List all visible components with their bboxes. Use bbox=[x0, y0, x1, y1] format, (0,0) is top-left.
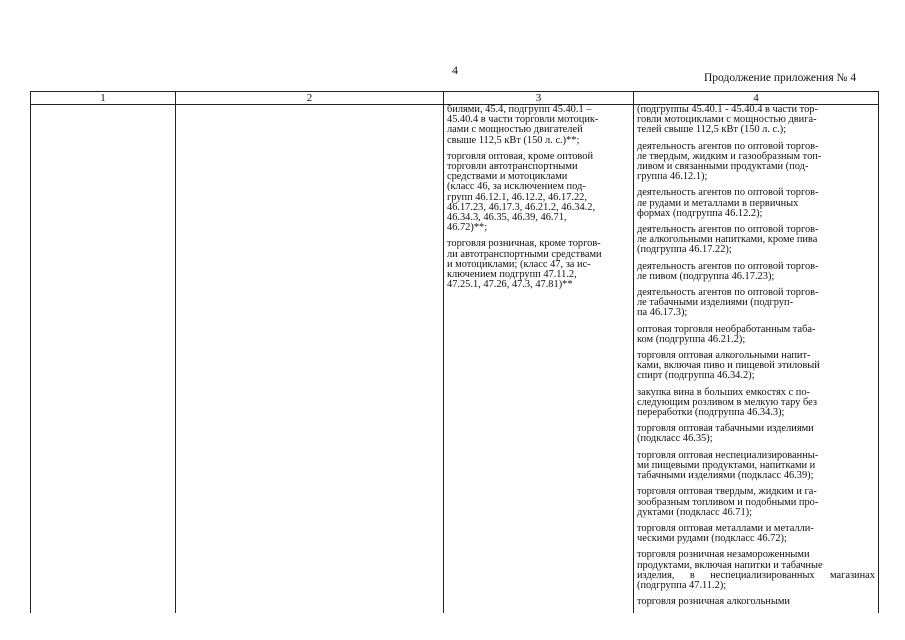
col4-entry: деятельность агентов по оптовой торгов- ле пивом (подгруппа 46.17.23); bbox=[637, 260, 819, 282]
col4-entry: оптовая торговля необработанным таба- ком (подгруппа 46.21.2); bbox=[637, 323, 816, 345]
col4-entry: торговля розничная незамороженными продуктами, включая напитки и табачные изделия, в неспециализированных магазинах (подгруппа 47.11.2); bbox=[637, 549, 875, 591]
cell-col-4 bbox=[634, 105, 879, 614]
col4-entry: торговля оптовая твердым, жидким и га- зообразным топливом и подобными про- дуктами (подкласс 46.71); bbox=[637, 486, 819, 518]
col3-entry: торговля розничная, кроме торгов- ли автотранспортными средствами и мотоциклами; (класс 47, за ис- ключением подгрупп 47.11.2, 47.25.1, 47.26, 47.3, 47.81)** bbox=[447, 238, 602, 291]
col4-entry: закупка вина в больших емкостях с по- следующим розливом в мелкую тару без переработки (подгруппа 46.34.3); bbox=[637, 386, 817, 419]
page-number: 4 bbox=[452, 63, 458, 77]
header-col-1: 1 bbox=[31, 92, 176, 105]
col4-entry: деятельность агентов по оптовой торгов- ле твердым, жидким и газообразным топ- ливом и связанными продуктами (под- группа 46.12.1); bbox=[637, 140, 822, 183]
col3-entry: билями, 45.4, подгрупп 45.40.1 – 45.40.4 в части торговли мотоцик- лами с мощностью двигателей свыше 112,5 кВт (150 л. с.)**; bbox=[447, 104, 599, 146]
col4-entry: деятельность агентов по оптовой торгов- ле табачными изделиями (подгруп- па 46.17.3); bbox=[637, 287, 819, 319]
col4-entry: торговля оптовая табачными изделиями (подкласс 46.35); bbox=[637, 423, 814, 445]
header-col-4: 4 bbox=[634, 92, 879, 105]
document-table bbox=[30, 91, 879, 613]
header-col-3: 3 bbox=[444, 92, 634, 105]
col4-entry: торговля оптовая алкогольными напит- ками, включая пиво и пищевой этиловый спирт (подгруппа 46.34.2); bbox=[637, 350, 820, 382]
col3-entry: торговля оптовая, кроме оптовой торговли автотранспортными средствами и мотоциклами (класс 46, за исключением под- групп 46.12.1, 46.12.2, 46.17.22, 46.17.23, 46.17.3, 46.21.2, 46.34.2, 46.34.3, 46.35, 46.39, 46.71, 46.72)**; bbox=[447, 150, 596, 234]
col4-entry: торговля оптовая металлами и металли- ческими рудами (подкласс 46.72); bbox=[637, 522, 814, 545]
continuation-label: Продолжение приложения № 4 bbox=[704, 72, 857, 84]
header-col-2: 2 bbox=[176, 92, 444, 105]
cell-col-2 bbox=[176, 105, 444, 614]
cell-col-1 bbox=[31, 105, 176, 614]
col4-entry: торговля оптовая неспециализированны- ми пищевыми продуктами, напитками и табачными изделиями (подкласс 46.39); bbox=[637, 449, 819, 482]
header-row bbox=[31, 92, 879, 105]
cell-col-3 bbox=[444, 105, 634, 614]
col4-entry: деятельность агентов по оптовой торгов- ле алкогольными напитками, кроме пива (подгруппа 46.17.22); bbox=[637, 224, 819, 256]
col4-entry: (подгруппы 45.40.1 - 45.40.4 в части тор- говли мотоциклами с мощностью двига- телей свыше 112,5 кВт (150 л. с.); bbox=[637, 104, 818, 136]
table-row bbox=[31, 105, 879, 614]
col4-entry: торговля розничная алкогольными bbox=[637, 596, 790, 608]
col4-entry: деятельность агентов по оптовой торгов- ле рудами и металлами в первичных формах (подгруппа 46.12.2); bbox=[637, 187, 819, 219]
